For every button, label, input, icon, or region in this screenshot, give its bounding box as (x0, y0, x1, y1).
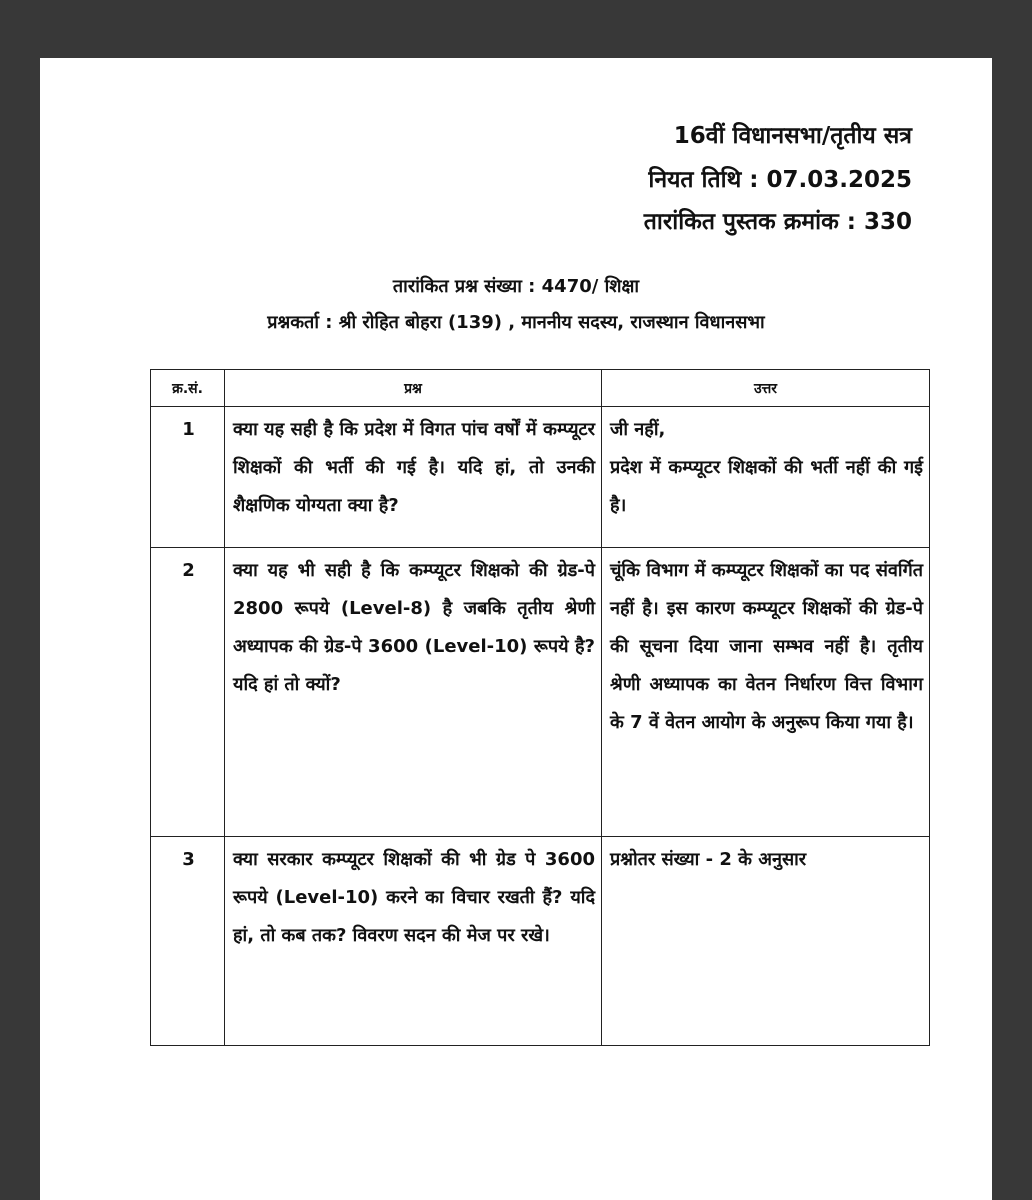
answer-cell (602, 407, 930, 548)
questioner-line: प्रश्नकर्ता : श्री रोहित बोहरा (139) , माननीय सदस्य, राजस्थान विधानसभा (267, 312, 765, 333)
sno-header: क्र.सं. (151, 370, 225, 407)
date-heading: नियत तिथि : 07.03.2025 (648, 167, 912, 193)
question-cell: क्या यह सही है कि प्रदेश में विगत पांच वर्षों में कम्प्यूटर शिक्षकों की भर्ती की गई है। यदि हां, तो उनकी शैक्षणिक योग्यता क्या है? (225, 407, 602, 548)
document-page (40, 58, 992, 1200)
row-number: 1 (151, 407, 225, 548)
session-heading: 16वीं विधानसभा/तृतीय सत्र (673, 123, 912, 149)
table-header-row (151, 370, 930, 407)
question-answer-table (150, 369, 930, 1046)
question-number: तारांकित प्रश्न संख्या : 4470/ शिक्षा (392, 276, 640, 297)
answer-cell: चूंकि विभाग में कम्प्यूटर शिक्षकों का पद संवर्गित नहीं है। इस कारण कम्प्यूटर शिक्षकों की ग्रेड-पे की सूचना दिया जाना सम्भव नहीं है। तृतीय श्रेणी अध्यापक का वेतन निर्धारण वित्त विभाग के 7 वें वेतन आयोग के अनुरूप किया गया है। (602, 548, 930, 837)
question-cell: क्या यह भी सही है कि कम्प्यूटर शिक्षको की ग्रेड-पे 2800 रूपये (Level-8) है जबकि तृतीय श्रेणी अध्यापक की ग्रेड-पे 3600 (Level-10) रूपये है? यदि हां तो क्यों? (225, 548, 602, 837)
table-row (151, 837, 930, 1046)
answer-text: जी नहीं, प्रदेश में कम्प्यूटर शिक्षकों की भर्ती नहीं की गई है। (610, 419, 923, 516)
answer-header: उत्तर (602, 370, 930, 407)
book-number-heading: तारांकित पुस्तक क्रमांक : 330 (643, 209, 912, 235)
row-number: 3 (151, 837, 225, 1046)
question-header: प्रश्न (225, 370, 602, 407)
row-number: 2 (151, 548, 225, 837)
table-row (151, 548, 930, 837)
answer-cell: प्रश्नोतर संख्या - 2 के अनुसार (602, 837, 930, 1046)
table-row (151, 407, 930, 548)
question-cell: क्या सरकार कम्प्यूटर शिक्षकों की भी ग्रेड पे 3600 रूपये (Level-10) करने का विचार रखती हैं? यदि हां, तो कब तक? विवरण सदन की मेज पर रखे। (225, 837, 602, 1046)
